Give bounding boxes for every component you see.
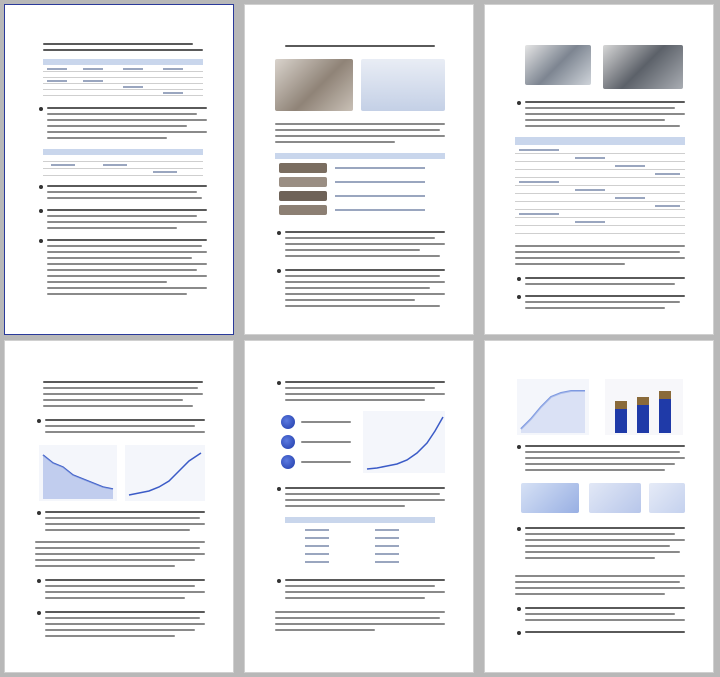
line-chart-image bbox=[517, 379, 589, 435]
text-line bbox=[515, 251, 680, 253]
text-line bbox=[525, 551, 680, 553]
line-chart-image bbox=[39, 445, 117, 501]
text-line bbox=[525, 445, 685, 447]
text-line bbox=[47, 119, 207, 121]
text-line bbox=[275, 123, 445, 125]
text-line bbox=[47, 125, 187, 127]
bullet bbox=[37, 511, 41, 515]
text-line bbox=[275, 629, 375, 631]
text-line bbox=[285, 585, 435, 587]
text-line bbox=[47, 131, 207, 133]
text-line bbox=[285, 243, 445, 245]
text-line bbox=[285, 287, 430, 289]
page-thumbnail-5[interactable] bbox=[244, 340, 474, 673]
diagram-image bbox=[589, 483, 641, 513]
text-line bbox=[45, 597, 185, 599]
bar-chart-image bbox=[605, 379, 683, 435]
page-thumbnail-3[interactable] bbox=[484, 4, 714, 335]
text-line bbox=[525, 469, 665, 471]
bullet bbox=[517, 631, 521, 635]
text-line bbox=[525, 463, 675, 465]
text-line bbox=[525, 619, 685, 621]
bullet bbox=[39, 107, 43, 111]
page-thumbnail-6[interactable] bbox=[484, 340, 714, 673]
diagram-image bbox=[521, 483, 579, 513]
text-line bbox=[285, 591, 445, 593]
text-line bbox=[525, 613, 675, 615]
text-line bbox=[47, 209, 207, 211]
text-line bbox=[45, 585, 195, 587]
bullet bbox=[517, 527, 521, 531]
text-line bbox=[525, 101, 685, 103]
text-line bbox=[525, 301, 680, 303]
text-line bbox=[285, 305, 440, 307]
text-line bbox=[525, 307, 665, 309]
text-line bbox=[47, 137, 167, 139]
data-table bbox=[275, 153, 445, 217]
text-line bbox=[47, 257, 192, 259]
data-table bbox=[43, 149, 203, 175]
text-line bbox=[47, 107, 207, 109]
page-thumbnail-4[interactable] bbox=[4, 340, 234, 673]
text-line bbox=[45, 611, 205, 613]
text-line bbox=[47, 287, 207, 289]
text-line bbox=[47, 113, 197, 115]
data-table bbox=[285, 517, 435, 567]
text-line bbox=[35, 565, 175, 567]
text-line bbox=[275, 611, 445, 613]
text-line bbox=[285, 231, 445, 233]
text-line bbox=[525, 113, 685, 115]
blue-circle-icon bbox=[281, 435, 295, 449]
text-line bbox=[45, 591, 205, 593]
text-line bbox=[45, 523, 205, 525]
blue-circle-icon bbox=[281, 415, 295, 429]
text-line bbox=[285, 505, 405, 507]
line-chart-image bbox=[125, 445, 205, 501]
text-line bbox=[525, 119, 665, 121]
text-line bbox=[285, 281, 445, 283]
text-line bbox=[47, 221, 207, 223]
bullet bbox=[37, 419, 41, 423]
text-line bbox=[285, 493, 440, 495]
text-line bbox=[525, 107, 675, 109]
text-line bbox=[285, 579, 445, 581]
text-line bbox=[525, 533, 675, 535]
text-line bbox=[43, 405, 193, 407]
text-line bbox=[47, 251, 207, 253]
text-line bbox=[515, 575, 685, 577]
text-line bbox=[275, 141, 395, 143]
text-line bbox=[45, 517, 200, 519]
text-line bbox=[45, 529, 190, 531]
data-table bbox=[515, 137, 685, 233]
text-line bbox=[285, 275, 440, 277]
text-line bbox=[285, 381, 445, 383]
product-photo bbox=[275, 59, 353, 111]
bullet bbox=[517, 607, 521, 611]
text-line bbox=[285, 299, 415, 301]
bullet bbox=[277, 269, 281, 273]
text-line bbox=[301, 461, 351, 463]
text-line bbox=[275, 617, 440, 619]
text-line bbox=[285, 255, 440, 257]
text-line bbox=[285, 399, 425, 401]
text-line bbox=[47, 275, 207, 277]
text-line bbox=[301, 421, 351, 423]
bullet bbox=[277, 231, 281, 235]
text-line bbox=[45, 425, 195, 427]
text-line bbox=[525, 295, 685, 297]
text-line bbox=[525, 545, 670, 547]
data-table bbox=[43, 59, 203, 97]
text-line bbox=[515, 593, 665, 595]
product-photo bbox=[525, 45, 591, 85]
bullet bbox=[39, 239, 43, 243]
text-line bbox=[45, 635, 175, 637]
bullet bbox=[37, 611, 41, 615]
text-line bbox=[515, 263, 625, 265]
text-line bbox=[35, 559, 195, 561]
bullet bbox=[37, 579, 41, 583]
text-line bbox=[47, 269, 197, 271]
text-line bbox=[285, 237, 435, 239]
text-line bbox=[47, 191, 197, 193]
text-line bbox=[47, 245, 202, 247]
text-line bbox=[35, 541, 205, 543]
text-line bbox=[47, 227, 177, 229]
text-line bbox=[285, 45, 435, 47]
text-line bbox=[275, 623, 445, 625]
text-line bbox=[525, 451, 680, 453]
text-line bbox=[525, 283, 675, 285]
bullet bbox=[277, 579, 281, 583]
page-thumbnail-2[interactable] bbox=[244, 4, 474, 335]
text-line bbox=[45, 623, 205, 625]
text-line bbox=[525, 557, 655, 559]
text-line bbox=[285, 499, 445, 501]
bullet bbox=[517, 277, 521, 281]
text-line bbox=[35, 547, 200, 549]
blue-circle-icon bbox=[281, 455, 295, 469]
text-line bbox=[43, 387, 198, 389]
text-line bbox=[285, 293, 445, 295]
text-line bbox=[43, 381, 203, 383]
text-line bbox=[47, 263, 207, 265]
text-line bbox=[45, 431, 205, 433]
text-line bbox=[35, 553, 205, 555]
bullet bbox=[39, 185, 43, 189]
text-line bbox=[285, 249, 420, 251]
text-line bbox=[45, 419, 205, 421]
text-line bbox=[47, 197, 202, 199]
bullet bbox=[517, 101, 521, 105]
text-line bbox=[285, 393, 445, 395]
text-line bbox=[275, 135, 445, 137]
text-line bbox=[525, 277, 685, 279]
text-line bbox=[47, 293, 187, 295]
text-line bbox=[285, 597, 425, 599]
text-line bbox=[525, 607, 685, 609]
text-line bbox=[525, 125, 680, 127]
bullet bbox=[39, 209, 43, 213]
text-line bbox=[301, 441, 351, 443]
text-line bbox=[515, 587, 685, 589]
text-line bbox=[45, 617, 200, 619]
text-line bbox=[45, 511, 205, 513]
text-line bbox=[47, 281, 167, 283]
text-line bbox=[43, 393, 203, 395]
bullet bbox=[517, 445, 521, 449]
growth-chart-image bbox=[363, 411, 445, 473]
text-line bbox=[515, 245, 685, 247]
text-line bbox=[515, 257, 685, 259]
text-line bbox=[45, 579, 205, 581]
bullet bbox=[517, 295, 521, 299]
bullet bbox=[277, 487, 281, 491]
text-line bbox=[275, 129, 440, 131]
diagram-image bbox=[649, 483, 685, 513]
page-thumbnail-1[interactable] bbox=[4, 4, 234, 335]
text-line bbox=[47, 239, 207, 241]
product-photo bbox=[603, 45, 683, 89]
text-line bbox=[43, 43, 193, 45]
text-line bbox=[285, 487, 445, 489]
diagram-image bbox=[361, 59, 445, 111]
text-line bbox=[47, 185, 207, 187]
text-line bbox=[525, 457, 685, 459]
text-line bbox=[285, 269, 445, 271]
text-line bbox=[515, 581, 680, 583]
text-line bbox=[43, 49, 203, 51]
text-line bbox=[47, 215, 197, 217]
text-line bbox=[45, 629, 195, 631]
text-line bbox=[43, 399, 183, 401]
bullet bbox=[277, 381, 281, 385]
text-line bbox=[525, 527, 685, 529]
text-line bbox=[525, 539, 685, 541]
text-line bbox=[525, 631, 685, 633]
text-line bbox=[285, 387, 435, 389]
